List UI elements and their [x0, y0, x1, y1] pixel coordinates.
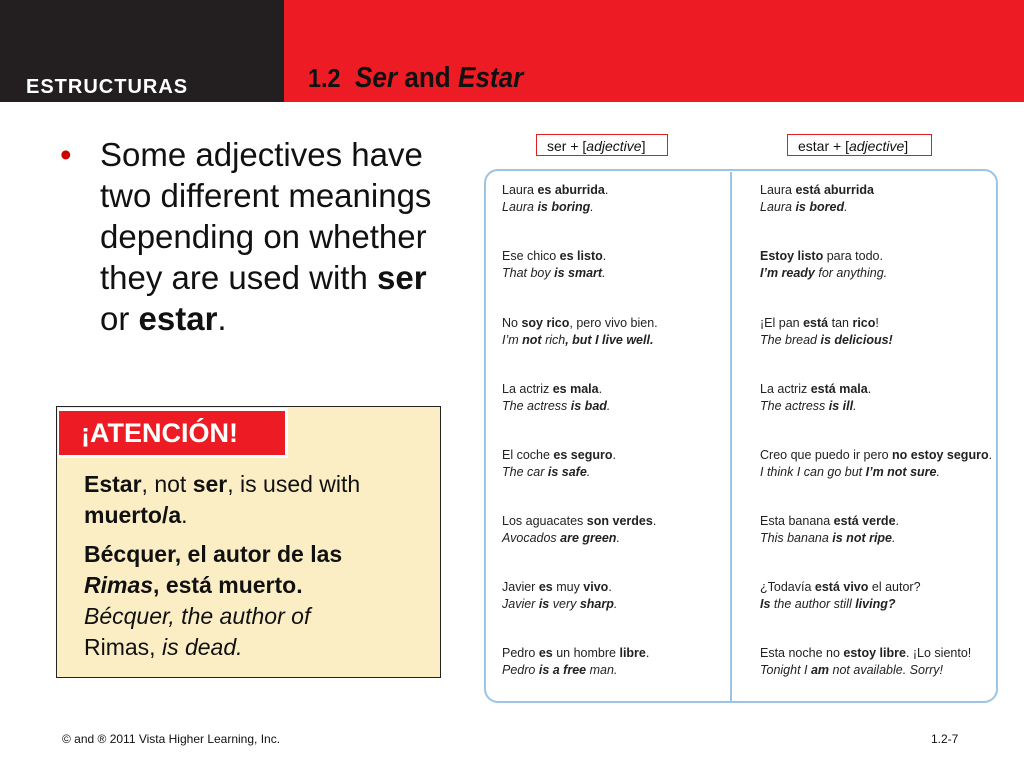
- ser-example-3: [502, 315, 658, 349]
- ser-example-spanish: Los aguacates son verdes.: [502, 514, 657, 528]
- footer-copyright: © and ® 2011 Vista Higher Learning, Inc.: [62, 732, 281, 746]
- bullet-estar: estar: [138, 300, 218, 337]
- ser-example-5: [502, 447, 616, 481]
- note-period: .: [181, 502, 188, 528]
- title-estar: Estar: [458, 62, 524, 94]
- ser-example-english: Laura is boring.: [502, 200, 594, 214]
- ser-example-7: [502, 579, 617, 613]
- ser-example-spanish: Pedro es un hombre libre.: [502, 646, 650, 660]
- bullet-text: [100, 134, 440, 339]
- estar-example-english: Is the author still living?: [760, 597, 896, 611]
- note-ser: ser: [192, 471, 228, 497]
- estar-example-spanish: Estoy listo para todo.: [760, 249, 883, 263]
- estar-example-spanish: Esta banana está verde.: [760, 514, 900, 528]
- footer-page-number: 1.2-7: [931, 732, 959, 746]
- ser-example-8: [502, 645, 649, 679]
- ser-example-english: I’m not rich, but I live well.: [502, 333, 654, 347]
- estar-example-english: Tonight I am not available. Sorry!: [760, 663, 943, 677]
- estar-example-english: This banana is not ripe.: [760, 531, 896, 545]
- estar-example-5: [760, 447, 992, 481]
- section-label: ESTRUCTURAS: [26, 76, 189, 98]
- example-es-2: , está muerto.: [153, 572, 303, 598]
- slide-title: [308, 62, 523, 95]
- estar-example-6: [760, 513, 899, 547]
- estar-example-1: [760, 182, 874, 216]
- estar-example-spanish: ¡El pan está tan rico!: [760, 316, 879, 330]
- attention-label: ¡ATENCIÓN!: [59, 411, 285, 455]
- estar-example-english: I think I can go but I’m not sure.: [760, 465, 940, 479]
- ser-example-2: [502, 248, 606, 282]
- bullet-text-start: Some adjectives have two different meanings depending on whether they are used with: [100, 136, 432, 296]
- estar-example-3: [760, 315, 893, 349]
- column-divider: [730, 172, 732, 702]
- note-mid: , not: [141, 471, 187, 497]
- estar-example-8: [760, 645, 971, 679]
- estar-column-header: estar + [adjective]: [787, 134, 932, 156]
- bullet-marker: •: [60, 136, 72, 173]
- ser-example-spanish: No soy rico, pero vivo bien.: [502, 316, 658, 330]
- attention-header: [58, 408, 288, 458]
- section-number: 1.2: [308, 63, 341, 93]
- title-and: and: [404, 62, 451, 94]
- attention-note: [84, 469, 424, 531]
- comparison-table: [480, 132, 1000, 704]
- title-ser: Ser: [354, 62, 398, 94]
- title-banner: [284, 0, 1024, 102]
- ser-example-spanish: Javier es muy vivo.: [502, 580, 612, 594]
- ser-example-1: [502, 182, 608, 216]
- ser-example-spanish: Ese chico es listo.: [502, 249, 607, 263]
- ser-example-english: That boy is smart.: [502, 266, 606, 280]
- ser-example-spanish: Laura es aburrida.: [502, 183, 609, 197]
- note-word: muerto/a: [84, 502, 182, 528]
- estar-example-spanish: Laura está aburrida: [760, 183, 874, 197]
- estar-example-4: [760, 381, 871, 415]
- section-banner: [0, 0, 284, 102]
- bullet-ser: ser: [377, 259, 427, 296]
- attention-body: [84, 469, 424, 671]
- ser-example-english: The car is safe.: [502, 465, 591, 479]
- estar-example-spanish: La actriz está mala.: [760, 382, 872, 396]
- example-es-1: Bécquer, el autor de las: [84, 541, 343, 567]
- ser-example-6: [502, 513, 656, 547]
- ser-example-english: Avocados are green.: [502, 531, 620, 545]
- estar-example-spanish: ¿Todavía está vivo el autor?: [760, 580, 921, 594]
- note-estar: Estar: [84, 471, 142, 497]
- example-en-2: is dead.: [161, 634, 243, 660]
- bullet-period: .: [217, 300, 227, 337]
- estar-example-english: The actress is ill.: [760, 399, 857, 413]
- note-end: , is used with: [227, 471, 361, 497]
- estar-example-english: The bread is delicious!: [760, 333, 893, 347]
- ser-example-4: [502, 381, 610, 415]
- ser-column-header: ser + [adjective]: [536, 134, 668, 156]
- ser-example-english: Javier is very sharp.: [502, 597, 618, 611]
- ser-example-english: Pedro is a free man.: [502, 663, 618, 677]
- bullet-or: or: [100, 300, 130, 337]
- ser-example-english: The actress is bad.: [502, 399, 611, 413]
- estar-example-english: I’m ready for anything.: [760, 266, 888, 280]
- example-es-rimas: Rimas: [84, 572, 154, 598]
- estar-example-2: [760, 248, 887, 282]
- attention-example: [84, 539, 424, 663]
- example-en-rimas: Rimas,: [84, 634, 156, 660]
- estar-example-english: Laura is bored.: [760, 200, 848, 214]
- estar-example-7: [760, 579, 921, 613]
- example-en-1: Bécquer, the author of: [84, 603, 311, 629]
- attention-box: [56, 406, 441, 678]
- ser-example-spanish: El coche es seguro.: [502, 448, 616, 462]
- ser-example-spanish: La actriz es mala.: [502, 382, 603, 396]
- estar-example-spanish: Esta noche no estoy libre. ¡Lo siento!: [760, 646, 972, 660]
- estar-example-spanish: Creo que puedo ir pero no estoy seguro.: [760, 448, 993, 462]
